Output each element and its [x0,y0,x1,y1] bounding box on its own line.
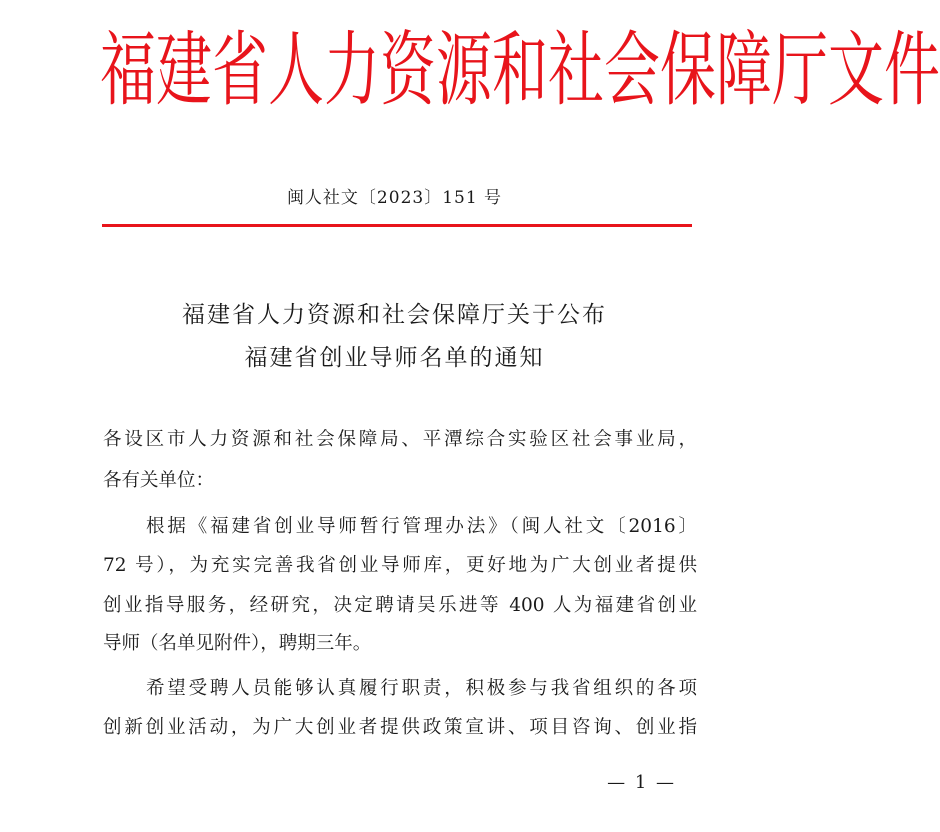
page-number: — 1 — [607,772,676,793]
notice-title-line-2: 福建省创业导师名单的通知 [244,345,545,371]
paragraph-line: 创新创业活动，为广大创业者提供政策宣讲、项目咨询、创业指 [103,717,697,738]
paragraph-line: 希望受聘人员能够认真履行职责，积极参与我省组织的各项 [146,678,697,699]
letterhead-char: 件 [884,24,940,119]
paragraph-line: 72 号），为充实完善我省创业导师库，更好地为广大创业者提供 [103,555,697,576]
letterhead-char: 社 [548,24,604,119]
notice-title-line-1: 福建省人力资源和社会保障厅关于公布 [182,302,607,328]
paragraph-line: 根据《福建省创业导师暂行管理办法》（闽人社文〔2016〕 [146,516,697,537]
letterhead-char: 厅 [772,24,828,119]
paragraph-line: 创业指导服务，经研究，决定聘请吴乐进等 400 人为福建省创业 [103,595,697,616]
letterhead-char: 福 [100,24,156,119]
letterhead-char: 障 [716,24,772,119]
red-letterhead [100,5,940,138]
letterhead-char: 力 [324,24,380,119]
letterhead-char: 源 [436,24,492,119]
letterhead-char: 会 [604,24,660,119]
red-divider-line [102,224,692,227]
addressee-line: 各有关单位： [103,470,215,491]
addressee-line: 各设区市人力资源和社会保障局、平潭综合实验区社会事业局， [103,429,697,450]
paragraph-line: 导师（名单见附件），聘期三年。 [103,633,372,654]
letterhead-char: 省 [212,24,268,119]
letterhead-char: 和 [492,24,548,119]
letterhead-char: 保 [660,24,716,119]
letterhead-char: 文 [828,24,884,119]
letterhead-char: 建 [156,24,212,119]
document-number: 闽人社文〔2023〕151 号 [286,188,503,208]
letterhead-char: 人 [268,24,324,119]
letterhead-char: 资 [380,24,436,119]
